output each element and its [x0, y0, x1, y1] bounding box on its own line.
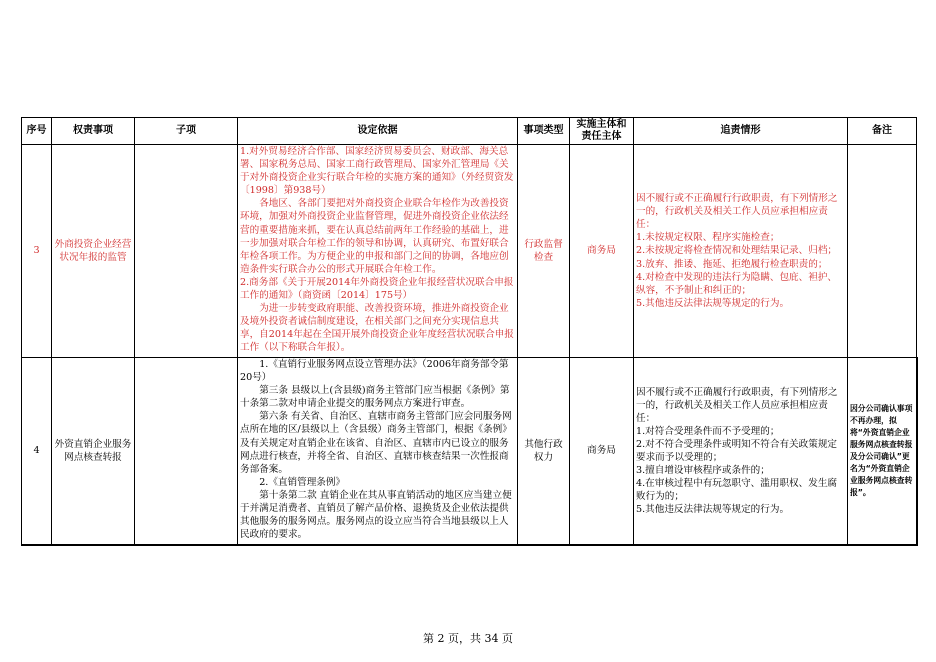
row-item: 外商投资企业经营状况年报的监管: [52, 145, 135, 358]
row-type: 其他行政权力: [518, 358, 570, 546]
liability-line: 4.对检查中发现的违法行为隐瞒、包庇、袒护、纵容，不予制止和纠正的；: [636, 271, 838, 296]
row-basis: [238, 145, 518, 358]
basis-paragraph: 1.《直销行业服务网点设立管理办法》（2006年商务部令第20号）: [240, 359, 509, 384]
row-subject: 商务局: [570, 145, 634, 358]
row-liability: [634, 145, 848, 358]
header-remark: 备注: [848, 118, 917, 145]
header-item: 权责事项: [52, 118, 135, 145]
basis-paragraph: 2.《直销管理条例》: [259, 476, 346, 488]
basis-paragraph: 为进一步转变政府职能、改善投资环境，推进外商投资企业及境外投资者诚信制度建设，在相关部门之间充分实现信息共享，自2014年起在全国开展外商投资企业年度经营状况联合申报工作（以下称联合年报）。: [240, 303, 514, 354]
liability-line: 因不履行或不正确履行行政职责，有下列情形之一的，行政机关及相关工作人员应承担相应责任：: [636, 386, 838, 424]
header-type: 事项类型: [518, 118, 570, 145]
basis-paragraph: 1.对外贸易经济合作部、国家经济贸易委员会、财政部、海关总署、国家税务总局、国家工商行政管理局、国家外汇管理局《关于对外商投资企业实行联合年检的实施方案的通知》（外经贸资发〔1998〕第938号）: [240, 146, 514, 197]
row-subject: 商务局: [570, 358, 634, 546]
row-sub: [135, 145, 238, 358]
table-row: [22, 358, 917, 546]
row-remark: [848, 145, 917, 358]
liability-line: 3.擅自增设审核程序或条件的；: [636, 465, 770, 477]
liability-line: 2.未按规定将检查情况和处理结果记录、归档；: [636, 245, 838, 257]
row-seq: 3: [22, 145, 52, 358]
header-sub: 子项: [135, 118, 238, 145]
table-row: [22, 145, 917, 358]
basis-paragraph: 第十条第二款 直销企业在其从事直销活动的地区应当建立便于并满足消费者、直销员了解产品价格、退换货及企业依法提供其他服务的服务网点。服务网点的设立应当符合当地县级以上人民政府的要求。: [240, 489, 512, 541]
header-basis: 设定依据: [238, 118, 518, 145]
liability-line: 1.对符合受理条件而不予受理的；: [636, 425, 780, 437]
liability-line: 1.未按规定权限、程序实施检查；: [636, 232, 780, 244]
basis-paragraph: 2.商务部《关于开展2014年外商投资企业年报经营状况联合申报工作的通知》（商资函〔2014〕175号）: [240, 276, 514, 302]
liability-line: 3.放弃、推诿、拖延、拒绝履行检查职责的；: [636, 258, 828, 270]
row-sub: [135, 358, 238, 546]
row-liability: [634, 358, 848, 546]
table-header-row: [22, 118, 917, 145]
row-basis: [238, 358, 518, 546]
header-liability: 追责情形: [634, 118, 848, 145]
basis-paragraph: 第六条 有关省、自治区、直辖市商务主管部门应会同服务网点所在地的区/县级以上（含县级）商务主管部门，根据《条例》及有关规定对直销企业在该省、自治区、直辖市内已设立的服务网点进行核查，并将全省、自治区、直辖市核查结果一次性报商务部备案。: [240, 411, 512, 475]
basis-paragraph: 各地区、各部门要把对外商投资企业联合年检作为改善投资环境，加强对外商投资企业监督管理，促进外商投资企业依法经营的重要措施来抓，要在认真总结前两年工作经验的基础上，进一步加强对联合年检工作的领导和协调，认真研究、布置好联合年检各项工作。为方便企业的申报和部门之间的协调，各地应创造条件实行联合办公的形式开展联合年检工作。: [240, 198, 509, 275]
liability-line: 4.在审核过程中有玩忽职守、滥用职权、发生腐败行为的；: [636, 478, 838, 503]
liability-line: 因不履行或不正确履行行政职责，有下列情形之一的，行政机关及相关工作人员应承担相应责任：: [636, 193, 838, 231]
liability-line: 5.其他违反法律法规等规定的行为。: [636, 297, 790, 309]
responsibility-table: [21, 117, 918, 546]
basis-paragraph: 第三条 县级以上(含县级)商务主管部门应当根据《条例》第十条第二款对申请企业提交的服务网点方案进行审查。: [240, 385, 510, 410]
liability-line: 5.其他违反法律法规等规定的行为。: [636, 504, 790, 516]
liability-line: 2.对不符合受理条件或明知不符合有关政策规定要求而予以受理的；: [636, 438, 838, 463]
row-remark: 因分公司确认事项不再办理，拟将“外资直销企业服务网点核查转报及分公司确认”更名为“外资直销企业服务网点核查转报”。: [848, 358, 917, 546]
header-subject: 实施主体和责任主体: [570, 118, 634, 145]
header-seq: 序号: [22, 118, 52, 145]
row-seq: 4: [22, 358, 52, 546]
row-item: 外资直销企业服务网点核查转报: [52, 358, 135, 546]
row-type: 行政监督检查: [518, 145, 570, 358]
page-footer: 第 2 页，共 34 页: [423, 632, 513, 645]
